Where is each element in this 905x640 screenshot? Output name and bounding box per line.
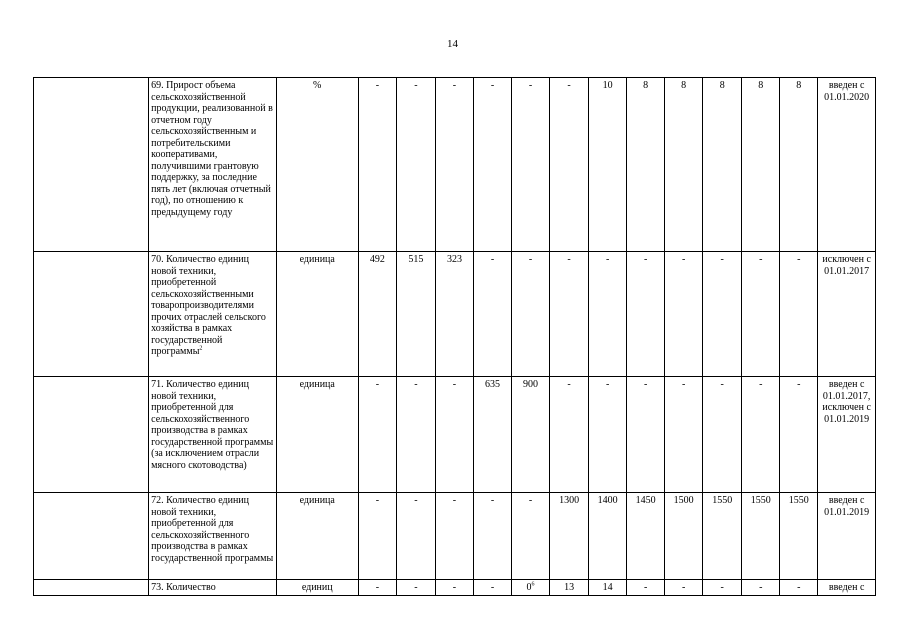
blank-cell [34, 580, 149, 596]
note-cell: введен с 01.01.2019 [818, 493, 876, 580]
value-cell: 8 [780, 78, 818, 252]
value-cell: - [627, 580, 665, 596]
value-cell: 1550 [780, 493, 818, 580]
indicator-name: 73. Количество [149, 580, 276, 596]
value-cell: 13 [550, 580, 589, 596]
value-cell: - [703, 252, 742, 377]
value-cell: 1300 [550, 493, 589, 580]
unit-cell: единица [276, 377, 358, 493]
table-row [34, 78, 876, 252]
unit-cell: единица [276, 493, 358, 580]
page-number: 14 [447, 38, 458, 50]
value-cell: - [358, 78, 396, 252]
value-cell: - [473, 493, 511, 580]
value-cell: - [742, 580, 780, 596]
blank-cell [34, 252, 149, 377]
value-cell: - [358, 580, 396, 596]
unit-cell: % [276, 78, 358, 252]
value-cell: 1550 [742, 493, 780, 580]
note-cell: введен с 01.01.2017, исключен с 01.01.2019 [818, 377, 876, 493]
blank-cell [34, 377, 149, 493]
value-cell: $0^6$ [512, 580, 550, 596]
table-row [34, 377, 876, 493]
value-cell: - [358, 377, 396, 493]
value-cell: - [473, 580, 511, 596]
indicator-name: 72. Количество единиц новой техники, приобретенной для сельскохозяйственного производства в рамках государственной программы [149, 493, 276, 580]
value-cell: - [473, 78, 511, 252]
value-cell: - [742, 252, 780, 377]
indicators-table [33, 77, 876, 596]
value-cell: 515 [396, 252, 435, 377]
value-cell: - [435, 78, 473, 252]
value-cell: - [703, 580, 742, 596]
blank-cell [34, 78, 149, 252]
blank-cell [34, 493, 149, 580]
value-cell: - [550, 377, 589, 493]
value-cell: 323 [435, 252, 473, 377]
value-cell: 14 [589, 580, 627, 596]
note-cell: исключен с 01.01.2017 [818, 252, 876, 377]
value-cell: 1550 [703, 493, 742, 580]
footnote-mark: 2 [199, 345, 203, 352]
value-cell: - [589, 377, 627, 493]
note-cell: введен с [818, 580, 876, 596]
value-cell: - [550, 78, 589, 252]
value-cell: 8 [665, 78, 703, 252]
table-row [34, 252, 876, 377]
value-cell: - [396, 580, 435, 596]
value-cell: - [665, 252, 703, 377]
value-cell: - [358, 493, 396, 580]
value-cell: 10 [589, 78, 627, 252]
value-cell: 8 [742, 78, 780, 252]
value-cell: 635 [473, 377, 511, 493]
value-cell: - [435, 580, 473, 596]
value-cell: 8 [627, 78, 665, 252]
indicator-name: 69. Прирост объема сельскохозяйственной продукции, реализованной в отчетном году сельскохозяйственным и потребительскими кооперативами, получившими грантовую поддержку, за последние пять лет (включая отчетный год), по отношению к предыдущему году [149, 78, 276, 252]
value-cell: - [435, 493, 473, 580]
value-cell: - [780, 580, 818, 596]
value-cell: - [780, 377, 818, 493]
value-cell: - [780, 252, 818, 377]
value-cell: - [550, 252, 589, 377]
value-cell: - [627, 377, 665, 493]
value-cell: - [512, 252, 550, 377]
value-cell: - [512, 78, 550, 252]
value-cell: - [473, 252, 511, 377]
note-cell: введен с 01.01.2020 [818, 78, 876, 252]
footnote-mark: 6 [531, 581, 535, 588]
value-cell: - [396, 377, 435, 493]
value-cell: - [512, 493, 550, 580]
value-cell: 1500 [665, 493, 703, 580]
unit-cell: единиц [276, 580, 358, 596]
value-cell: 900 [512, 377, 550, 493]
value-cell: - [396, 78, 435, 252]
unit-cell: единица [276, 252, 358, 377]
value-cell: 8 [703, 78, 742, 252]
indicator-name: 71. Количество единиц новой техники, приобретенной для сельскохозяйственного производства в рамках государственной программы (за исключением отрасли мясного скотоводства) [149, 377, 276, 493]
value-cell: - [665, 377, 703, 493]
value-cell: - [703, 377, 742, 493]
table-row [34, 493, 876, 580]
value-cell: 1450 [627, 493, 665, 580]
table-row [34, 580, 876, 596]
value-cell: - [627, 252, 665, 377]
value-cell: - [396, 493, 435, 580]
value-cell: 1400 [589, 493, 627, 580]
value-cell: - [589, 252, 627, 377]
value-cell: - [665, 580, 703, 596]
value-cell: - [742, 377, 780, 493]
value-cell: 492 [358, 252, 396, 377]
value-cell: - [435, 377, 473, 493]
indicator-name: 70. Количество единиц новой техники, приобретенной сельскохозяйственными товаропроизводителями прочих отраслей сельского хозяйства в рамках государственной программы$^2$ [149, 252, 276, 377]
